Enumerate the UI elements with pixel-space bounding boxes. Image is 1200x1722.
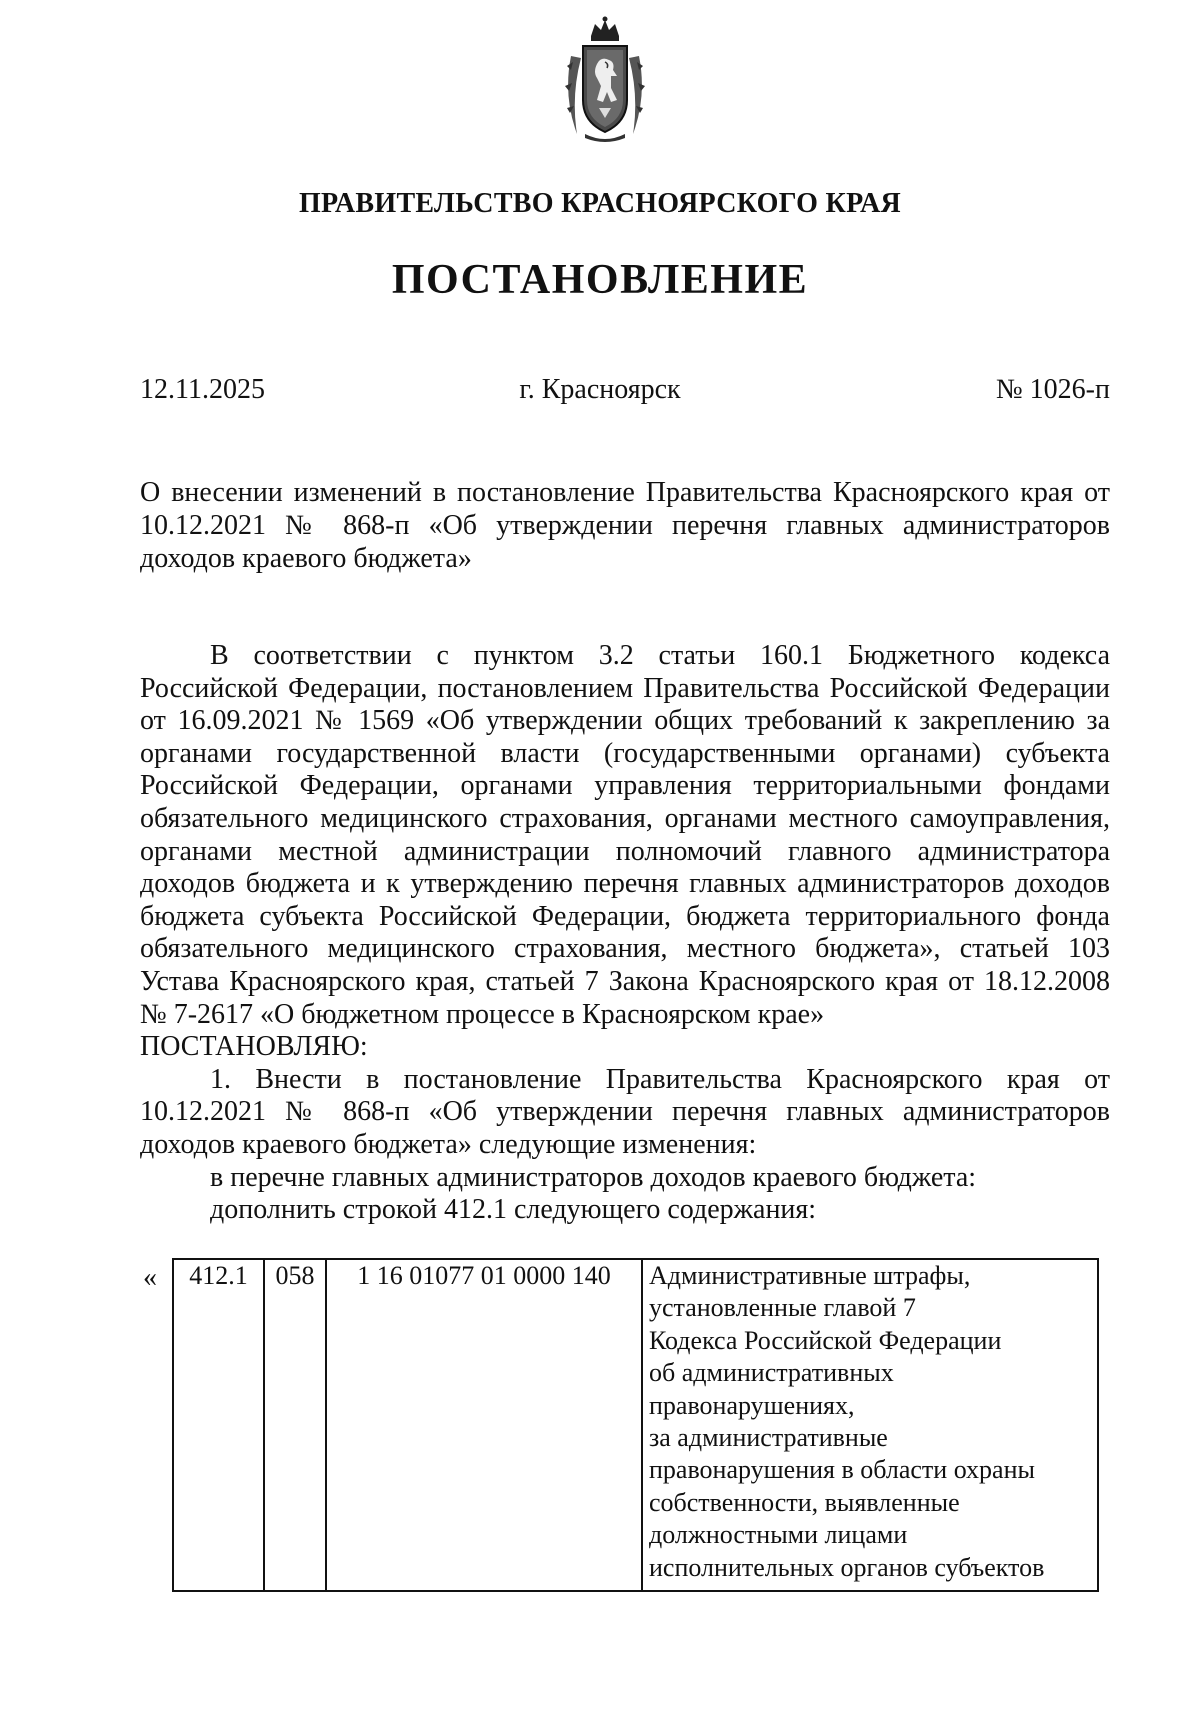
description-line: должностными лицами bbox=[649, 1520, 908, 1550]
description-line: установленные главой 7 bbox=[649, 1293, 916, 1323]
preamble-paragraph: В соответствии с пунктом 3.2 статьи 160.1 Бюджетного кодекса Российской Федерации, постановлением Правительства Российской Федерации от 16.09.2021 № 1569 «Об утверждении общих требований к закреплению за органами государственной власти (государственными органами) субъекта Российской Федерации, органами управления территориальными фондами обязательного медицинского страхования, органами местного самоуправления, органами местной администрации полномочий главного администратора доходов бюджета и к утверждению перечня главных администраторов доходов бюджета субъекта Российской Федерации, бюджета территориального фонда обязательного медицинского страхования, местного бюджета», статьей 103 Устава Красноярского края, статьей 7 Закона Красноярского края от 18.12.2008 № 7-2617 «О бюджетном процессе в Красноярском крае» bbox=[140, 640, 1110, 1030]
kbk-code-cell: 1 16 01077 01 0000 140 bbox=[326, 1259, 642, 1591]
change-intro-line: в перечне главных администраторов доходов краевого бюджета: bbox=[210, 1161, 977, 1193]
description-line: Кодекса Российской Федерации bbox=[649, 1325, 1002, 1355]
description-line: исполнительных органов субъектов bbox=[649, 1552, 1045, 1582]
admin-list-insert-table bbox=[172, 1258, 1099, 1592]
document-type-title: ПОСТАНОВЛЕНИЕ bbox=[391, 257, 809, 303]
description-line: Административные штрафы, bbox=[649, 1261, 971, 1290]
admin-code-cell: 058 bbox=[264, 1259, 326, 1591]
document-body bbox=[140, 640, 1110, 1227]
document-subject: О внесении изменений в постановление Правительства Красноярского края от 10.12.2021 № 868-п «Об утверждении перечня главных администраторов доходов краевого бюджета» bbox=[140, 477, 1110, 574]
table-row bbox=[173, 1259, 1098, 1591]
organization-title: ПРАВИТЕЛЬСТВО КРАСНОЯРСКОГО КРАЯ bbox=[298, 188, 902, 219]
row-number-cell: 412.1 bbox=[173, 1259, 264, 1591]
description-line: правонарушениях, bbox=[649, 1390, 855, 1420]
resolve-statement: ПОСТАНОВЛЯЮ: bbox=[140, 1031, 368, 1063]
change-instruction-line: дополнить строкой 412.1 следующего содержания: bbox=[210, 1194, 817, 1226]
document-city: г. Красноярск bbox=[519, 374, 681, 405]
description-cell bbox=[642, 1259, 1098, 1591]
document-date: 12.11.2025 bbox=[140, 374, 265, 405]
document-number: № 1026-п bbox=[995, 374, 1110, 405]
description-line: правонарушения в области охраны bbox=[649, 1455, 1035, 1485]
krasnoyarsk-coat-of-arms-icon bbox=[561, 16, 649, 144]
open-quote-mark: « bbox=[143, 1262, 157, 1293]
description-line: за административные bbox=[649, 1423, 888, 1453]
item-1-paragraph: 1. Внести в постановление Правительства Красноярского края от 10.12.2021 № 868-п «Об утверждении перечня главных администраторов доходов краевого бюджета» следующие изменения: bbox=[140, 1063, 1110, 1160]
description-line: собственности, выявленные bbox=[649, 1487, 960, 1517]
description-line: об административных bbox=[649, 1358, 894, 1388]
